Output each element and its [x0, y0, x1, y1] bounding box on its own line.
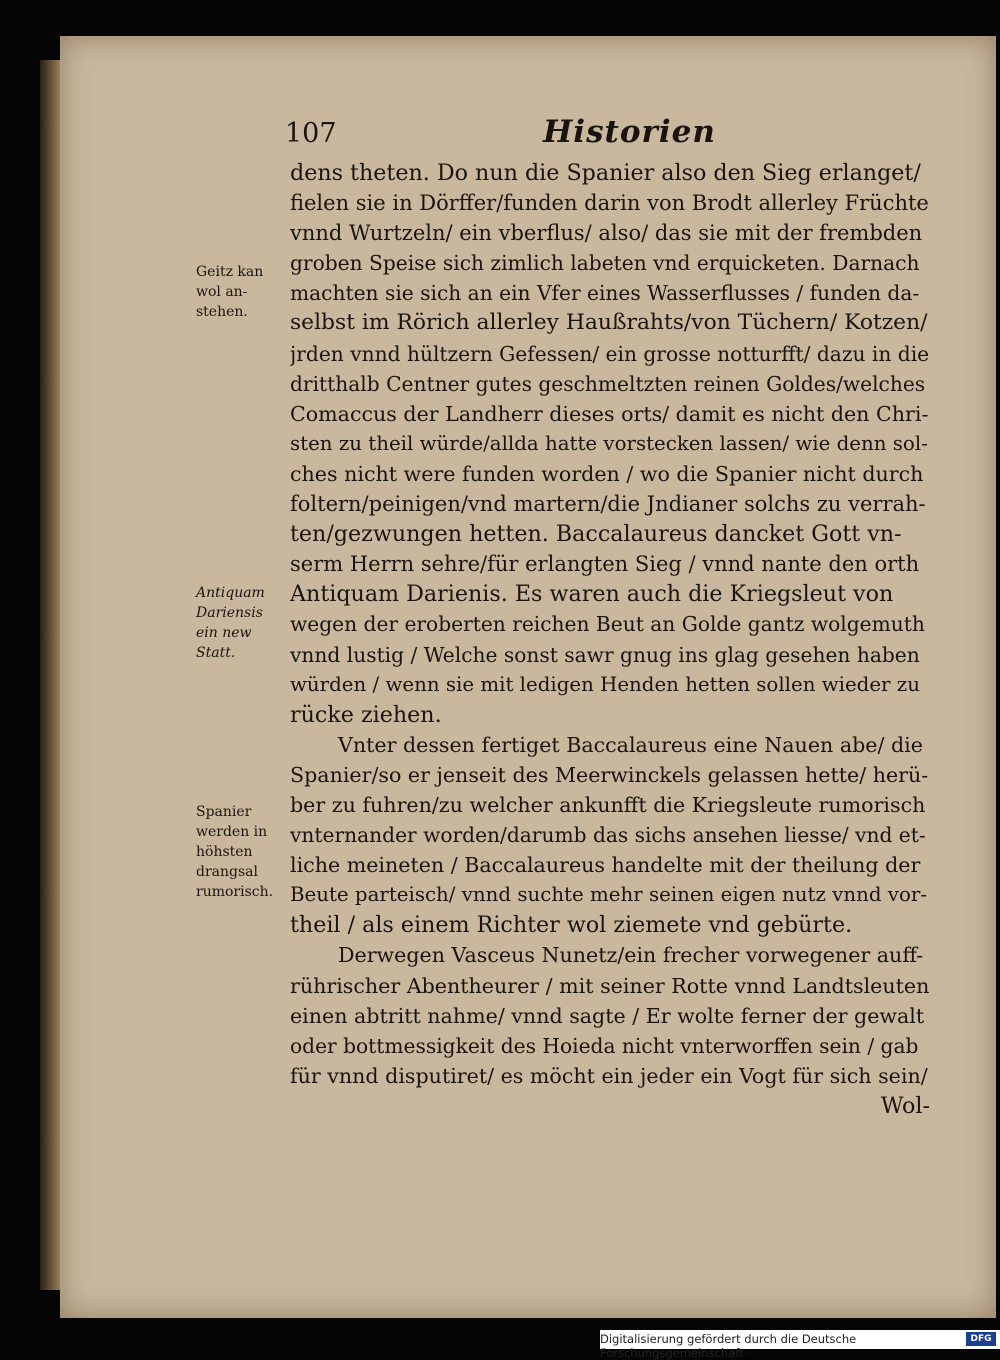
- text-line: Derwegen Vasceus Nunetz/ein frecher vorwegener auff-: [338, 943, 924, 968]
- text-line: Spanier/so er jenseit des Meerwinckels gelassen hette/ herü-: [290, 762, 929, 787]
- text-line: ten/gezwungen hetten. Baccalaureus dancket Gott vn-: [290, 521, 902, 548]
- text-line: Vnter dessen fertiget Baccalaureus eine Nauen abe/ die: [338, 732, 923, 757]
- text-line: serm Herrn sehre/für erlangten Sieg / vnnd nante den orth: [290, 552, 920, 577]
- margin-note-line: Statt.: [196, 645, 236, 661]
- text-line: rücke ziehen.: [290, 701, 442, 728]
- margin-note-line: werden in: [196, 824, 268, 840]
- margin-note-line: drangsal: [196, 864, 258, 880]
- text-line: ches nicht were funden worden / wo die Spanier nicht durch: [290, 461, 924, 486]
- margin-note-line: ein new: [196, 625, 252, 641]
- margin-note-line: rumorisch.: [196, 884, 274, 900]
- text-line: oder bottmessigkeit des Hoieda nicht vnterworffen sein / gab: [290, 1033, 919, 1058]
- text-line: dritthalb Centner gutes geschmeltzten reinen Goldes/welches: [290, 371, 926, 396]
- margin-note-spanier: [196, 802, 288, 902]
- text-line: Comaccus der Landherr dieses orts/ damit es nicht den Chri-: [290, 401, 929, 426]
- margin-note-line: Dariensis: [196, 605, 263, 621]
- page-number: 107: [285, 118, 337, 149]
- text-line: ber zu fuhren/zu welcher ankunfft die Kriegsleute rumorisch: [290, 792, 926, 817]
- text-line: für vnnd disputiret/ es möcht ein jeder ein Vogt für sich sein/: [290, 1063, 928, 1088]
- text-line: jrden vnnd hültzern Gefessen/ ein grosse notturfft/ dazu in die: [290, 341, 930, 366]
- catchword: Wol-: [880, 1092, 930, 1119]
- text-line: Beute parteisch/ vnnd suchte mehr seinen eigen nutz vnnd vor-: [290, 883, 928, 907]
- dfg-logo: DFG: [966, 1332, 996, 1346]
- text-line: liche meineten / Baccalaureus handelte mit der theilung der: [290, 853, 921, 878]
- text-line: einen abtritt nahme/ vnnd sagte / Er wolte ferner der gewalt: [290, 1003, 925, 1028]
- margin-note-line: Spanier: [196, 804, 252, 820]
- running-head: Historien: [543, 114, 716, 150]
- text-line: vnternander worden/darumb das sichs ansehen liesse/ vnd et-: [290, 823, 926, 848]
- text-line: vnnd lustig / Welche sonst sawr gnug ins glag gesehen haben: [290, 642, 920, 667]
- text-line: theil / als einem Richter wol ziemete vnd gebürte.: [290, 912, 853, 939]
- margin-note-line: Geitz kan: [196, 264, 264, 280]
- text-line: würden / wenn sie mit ledigen Henden hetten sollen wieder zu: [290, 672, 920, 696]
- funding-credit: Digitalisierung gefördert durch die Deutsche Forschungsgemeinschaft ·: [600, 1332, 857, 1360]
- margin-note-greed: [196, 262, 288, 322]
- margin-note-line: stehen.: [196, 304, 248, 320]
- text-line: dens theten. Do nun die Spanier also den Sieg erlanget/: [290, 160, 921, 186]
- page-header: [285, 114, 716, 158]
- text-line: sten zu theil würde/allda hatte vorstecken lassen/ wie denn sol-: [290, 431, 928, 455]
- margin-note-line: Antiquam: [196, 585, 265, 601]
- text-line: fielen sie in Dörffer/funden darin von Brodt allerley Früchte: [290, 191, 929, 216]
- text-line: vnnd Wurtzeln/ ein vberflus/ also/ das sie mit der frembden: [290, 221, 923, 246]
- margin-note-antiquam: [196, 583, 288, 663]
- text-line: foltern/peinigen/vnd martern/die Jndianer solchs zu verrah-: [290, 492, 926, 517]
- text-line: Antiquam Darienis. Es waren auch die Kriegsleut von: [290, 581, 894, 608]
- margin-note-line: wol an-: [196, 284, 248, 300]
- text-line: machten sie sich an ein Vfer eines Wasserflusses / funden da-: [290, 281, 920, 306]
- text-line: wegen der eroberten reichen Beut an Golde gantz wolgemuth: [290, 612, 925, 637]
- digitization-footer: [600, 1330, 1000, 1360]
- margin-note-line: höhsten: [196, 844, 253, 860]
- text-line: selbst im Rörich allerley Haußrahts/von Tüchern/ Kotzen/: [290, 310, 928, 336]
- text-line: groben Speise sich zimlich labeten vnd erquicketen. Darnach: [290, 251, 920, 276]
- body-text: [290, 158, 930, 1121]
- text-line: rührischer Abentheurer / mit seiner Rotte vnnd Landtsleuten: [290, 973, 930, 998]
